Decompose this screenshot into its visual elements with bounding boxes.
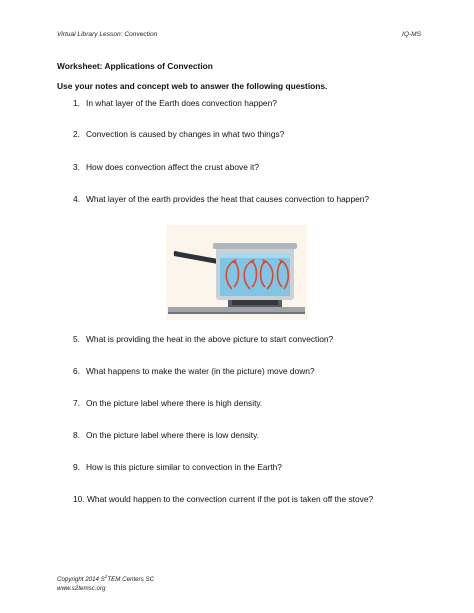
question-text: On the picture label where there is low density. — [86, 430, 260, 440]
question-number: 10. — [73, 494, 85, 504]
question-text: How does convection affect the crust above it? — [86, 162, 260, 172]
question-number: 7. — [73, 398, 80, 408]
question-10 — [73, 494, 373, 505]
question-6 — [73, 366, 315, 377]
question-text: On the picture label where there is high density. — [86, 398, 263, 408]
stove-edge — [168, 312, 305, 314]
question-number: 9. — [73, 462, 80, 472]
copyright-text-suffix: TEM Centers SC — [107, 576, 155, 584]
question-number: 1. — [73, 98, 80, 108]
question-2 — [73, 129, 284, 140]
question-number: 4. — [73, 194, 80, 204]
question-1 — [73, 98, 277, 109]
question-text: Convection is caused by changes in what two things? — [86, 129, 285, 139]
header-course-code: IQ-MS — [402, 31, 422, 38]
question-text: How is this picture similar to convection in the Earth? — [86, 462, 282, 472]
question-3 — [73, 162, 259, 173]
question-text: What would happen to the convection current if the pot is taken off the stove? — [87, 494, 374, 504]
pot-rim — [213, 243, 297, 249]
question-text: What happens to make the water (in the picture) move down? — [86, 366, 315, 376]
question-text: What layer of the earth provides the heat that causes convection to happen? — [86, 194, 370, 204]
question-9 — [73, 462, 282, 473]
question-number: 6. — [73, 366, 80, 376]
footer-url: www.s2temsc.org — [57, 585, 106, 593]
footer-copyright — [57, 572, 154, 584]
question-number: 5. — [73, 334, 80, 344]
copyright-superscript: 2 — [104, 574, 108, 579]
question-number: 2. — [73, 129, 80, 139]
question-text: In what layer of the Earth does convection happen? — [86, 98, 277, 108]
worksheet-instructions: Use your notes and concept web to answer the following questions. — [57, 81, 328, 91]
question-5 — [73, 334, 333, 345]
convection-pot-illustration — [166, 225, 307, 320]
question-text: What is providing the heat in the above picture to start convection? — [86, 334, 334, 344]
question-4 — [73, 194, 369, 205]
worksheet-title: Worksheet: Applications of Convection — [57, 61, 213, 71]
question-number: 8. — [73, 430, 80, 440]
question-8 — [73, 430, 259, 441]
question-7 — [73, 398, 262, 409]
question-number: 3. — [73, 162, 80, 172]
footer — [57, 572, 154, 593]
header-lesson-title: Virtual Library Lesson: Convection — [57, 31, 158, 38]
burner-base — [232, 300, 278, 305]
copyright-text: Copyright 2014 S — [57, 576, 105, 584]
stove-top — [168, 307, 305, 312]
